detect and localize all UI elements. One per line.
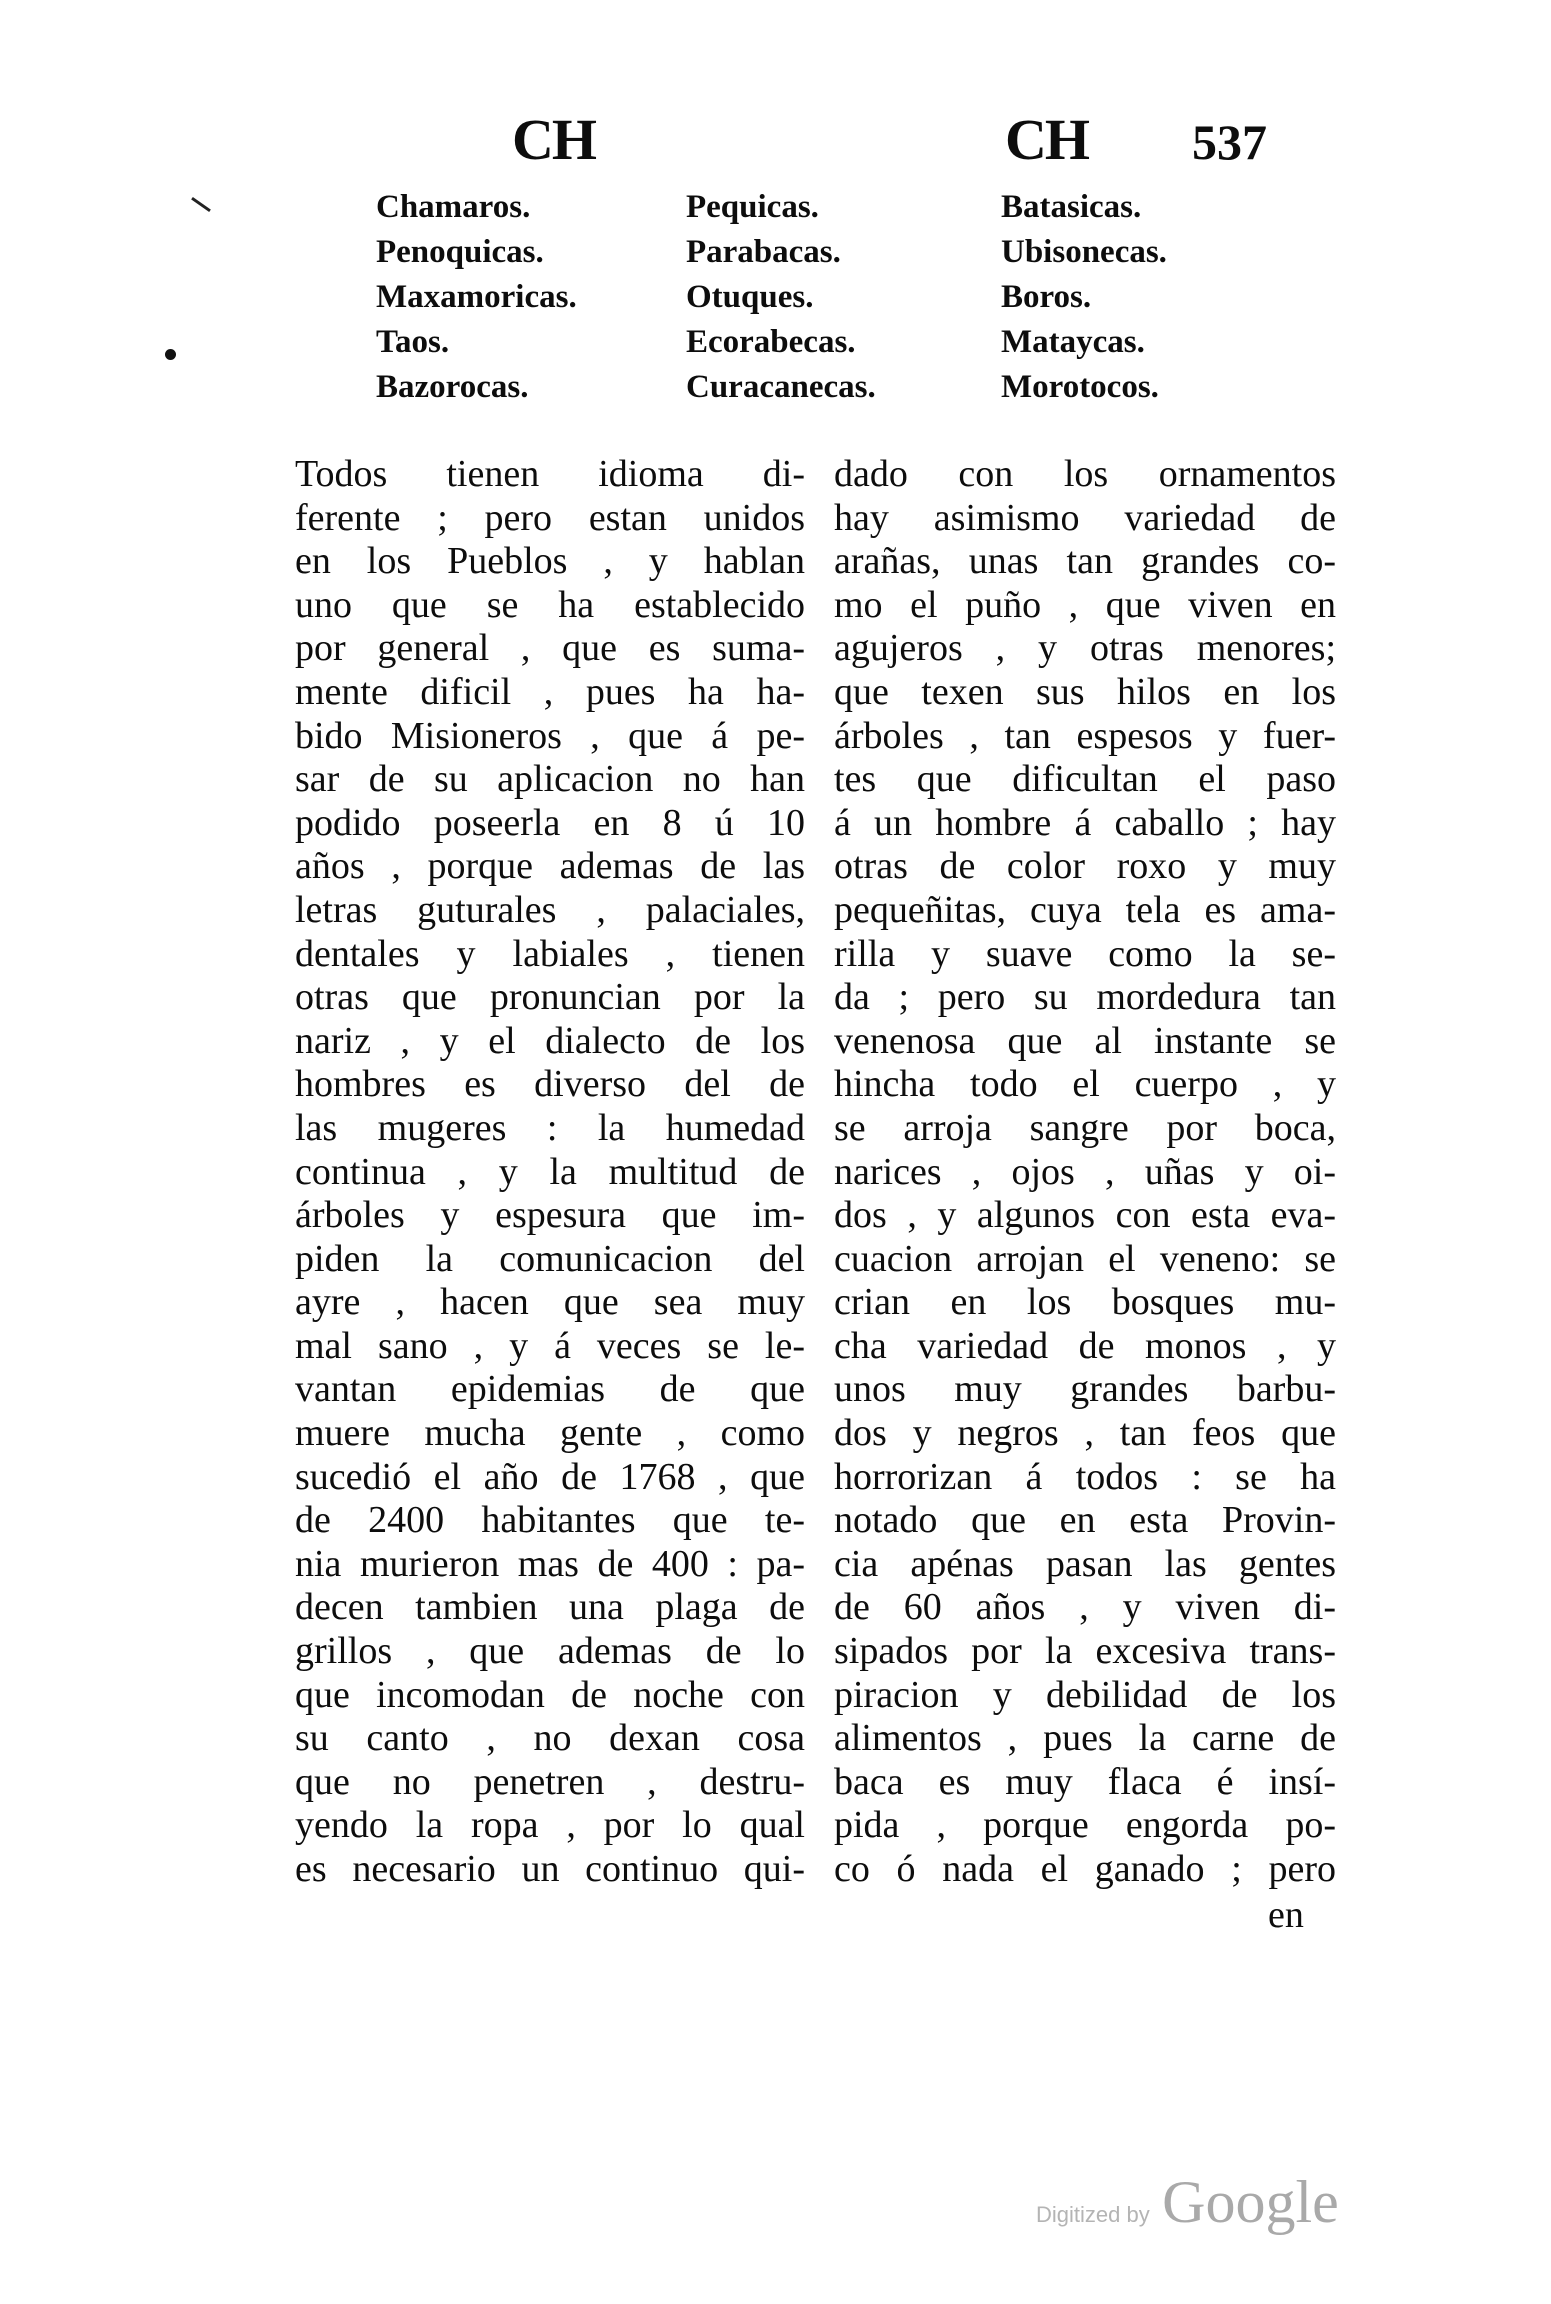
nation-name: Bazorocas. bbox=[376, 369, 529, 405]
text-line: rilla y suave como la se- bbox=[834, 932, 1336, 975]
nation-name-list bbox=[0, 185, 1551, 410]
text-line: crian en los bosques mu- bbox=[834, 1281, 1336, 1324]
nation-name: Ubisonecas. bbox=[1001, 234, 1167, 270]
running-head-left: CH bbox=[512, 107, 595, 172]
text-line: se arroja sangre por boca, bbox=[834, 1106, 1336, 1149]
text-line: bido Misioneros , que á pe- bbox=[295, 714, 805, 757]
text-line: en los Pueblos , y hablan bbox=[295, 540, 805, 583]
nation-name: Otuques. bbox=[686, 279, 814, 315]
text-line: pequeñitas, cuya tela es ama- bbox=[834, 888, 1336, 931]
nation-name: Ecorabecas. bbox=[686, 324, 856, 360]
text-line: muere mucha gente , como bbox=[295, 1412, 805, 1455]
text-line: dado con los ornamentos bbox=[834, 453, 1336, 495]
page-number: 537 bbox=[1192, 114, 1267, 170]
text-line: años , porque ademas de las bbox=[295, 845, 805, 888]
text-line: horrorizan á todos : se ha bbox=[834, 1455, 1336, 1498]
text-column-left bbox=[295, 453, 805, 1892]
name-row bbox=[0, 185, 1551, 230]
text-line: podido poseerla en 8 ú 10 bbox=[295, 801, 805, 844]
text-line: por general , que es suma- bbox=[295, 627, 805, 670]
text-line: cuacion arrojan el veneno: se bbox=[834, 1237, 1336, 1280]
text-line: á un hombre á caballo ; hay bbox=[834, 801, 1336, 844]
text-column-right bbox=[834, 453, 1336, 1892]
name-row bbox=[0, 320, 1551, 365]
nation-name: Maxamoricas. bbox=[376, 279, 577, 315]
text-line: piden la comunicacion del bbox=[295, 1237, 805, 1280]
text-line: piracion y debilidad de los bbox=[834, 1673, 1336, 1716]
text-line: vantan epidemias de que bbox=[295, 1368, 805, 1411]
name-row bbox=[0, 365, 1551, 410]
nation-name: Curacanecas. bbox=[686, 369, 876, 405]
nation-name: Chamaros. bbox=[376, 189, 531, 225]
text-line: tes que dificultan el paso bbox=[834, 758, 1336, 801]
text-line: baca es muy flaca é insí- bbox=[834, 1760, 1336, 1803]
nation-name: Pequicas. bbox=[686, 189, 819, 225]
name-row bbox=[0, 275, 1551, 320]
text-line: cha variedad de monos , y bbox=[834, 1324, 1336, 1367]
nation-name: Boros. bbox=[1001, 279, 1092, 315]
text-line: alimentos , pues la carne de bbox=[834, 1717, 1336, 1760]
text-line: pida , porque engorda po- bbox=[834, 1804, 1336, 1847]
text-line: Todos tienen idioma di- bbox=[295, 453, 805, 495]
name-row bbox=[0, 230, 1551, 275]
watermark-brand: Google bbox=[1162, 2169, 1339, 2235]
text-line: ayre , hacen que sea muy bbox=[295, 1281, 805, 1324]
text-line: notado que en esta Provin- bbox=[834, 1499, 1336, 1542]
text-line: hay asimismo variedad de bbox=[834, 496, 1336, 539]
text-line: dos y negros , tan feos que bbox=[834, 1412, 1336, 1455]
text-line: decen tambien una plaga de bbox=[295, 1586, 805, 1629]
text-line: mo el puño , que viven en bbox=[834, 583, 1336, 626]
text-line: otras que pronuncian por la bbox=[295, 976, 805, 1019]
text-line: ferente ; pero estan unidos bbox=[295, 496, 805, 539]
digitization-watermark bbox=[1036, 2168, 1339, 2237]
text-line: hombres es diverso del de bbox=[295, 1063, 805, 1106]
text-line: que texen sus hilos en los bbox=[834, 670, 1336, 713]
text-line: que no penetren , destru- bbox=[295, 1760, 805, 1803]
text-line: mal sano , y á veces se le- bbox=[295, 1324, 805, 1367]
text-line: agujeros , y otras menores; bbox=[834, 627, 1336, 670]
text-line: narices , ojos , uñas y oi- bbox=[834, 1150, 1336, 1193]
nation-name: Morotocos. bbox=[1001, 369, 1159, 405]
text-line: co ó nada el ganado ; pero bbox=[834, 1848, 1336, 1890]
text-line: de 60 años , y viven di- bbox=[834, 1586, 1336, 1629]
text-line: letras guturales , palaciales, bbox=[295, 888, 805, 931]
text-line: árboles , tan espesos y fuer- bbox=[834, 714, 1336, 757]
nation-name: Mataycas. bbox=[1001, 324, 1145, 360]
text-line: sipados por la excesiva trans- bbox=[834, 1630, 1336, 1673]
text-line: las mugeres : la humedad bbox=[295, 1106, 805, 1149]
text-line: yendo la ropa , por lo qual bbox=[295, 1804, 805, 1847]
watermark-prefix: Digitized by bbox=[1036, 2202, 1150, 2227]
text-line: nariz , y el dialecto de los bbox=[295, 1019, 805, 1062]
text-line: es necesario un continuo qui- bbox=[295, 1848, 805, 1890]
text-line: otras de color roxo y muy bbox=[834, 845, 1336, 888]
text-line: arañas, unas tan grandes co- bbox=[834, 540, 1336, 583]
text-line: cia apénas pasan las gentes bbox=[834, 1542, 1336, 1585]
text-line: dentales y labiales , tienen bbox=[295, 932, 805, 975]
text-line: venenosa que al instante se bbox=[834, 1019, 1336, 1062]
text-line: nia murieron mas de 400 : pa- bbox=[295, 1542, 805, 1585]
text-line: dos , y algunos con esta eva- bbox=[834, 1194, 1336, 1237]
nation-name: Taos. bbox=[376, 324, 450, 360]
text-line: unos muy grandes barbu- bbox=[834, 1368, 1336, 1411]
catchword: en bbox=[1268, 1894, 1304, 1936]
text-line: sar de su aplicacion no han bbox=[295, 758, 805, 801]
text-line: da ; pero su mordedura tan bbox=[834, 976, 1336, 1019]
text-line: árboles y espesura que im- bbox=[295, 1194, 805, 1237]
text-line: de 2400 habitantes que te- bbox=[295, 1499, 805, 1542]
nation-name: Penoquicas. bbox=[376, 234, 544, 270]
text-line: mente dificil , pues ha ha- bbox=[295, 670, 805, 713]
text-line: uno que se ha establecido bbox=[295, 583, 805, 626]
running-head-right: CH bbox=[1005, 107, 1088, 172]
text-line: que incomodan de noche con bbox=[295, 1673, 805, 1716]
text-line: grillos , que ademas de lo bbox=[295, 1630, 805, 1673]
text-line: sucedió el año de 1768 , que bbox=[295, 1455, 805, 1498]
text-line: continua , y la multitud de bbox=[295, 1150, 805, 1193]
text-line: su canto , no dexan cosa bbox=[295, 1717, 805, 1760]
text-line: hincha todo el cuerpo , y bbox=[834, 1063, 1336, 1106]
nation-name: Parabacas. bbox=[686, 234, 841, 270]
nation-name: Batasicas. bbox=[1001, 189, 1142, 225]
